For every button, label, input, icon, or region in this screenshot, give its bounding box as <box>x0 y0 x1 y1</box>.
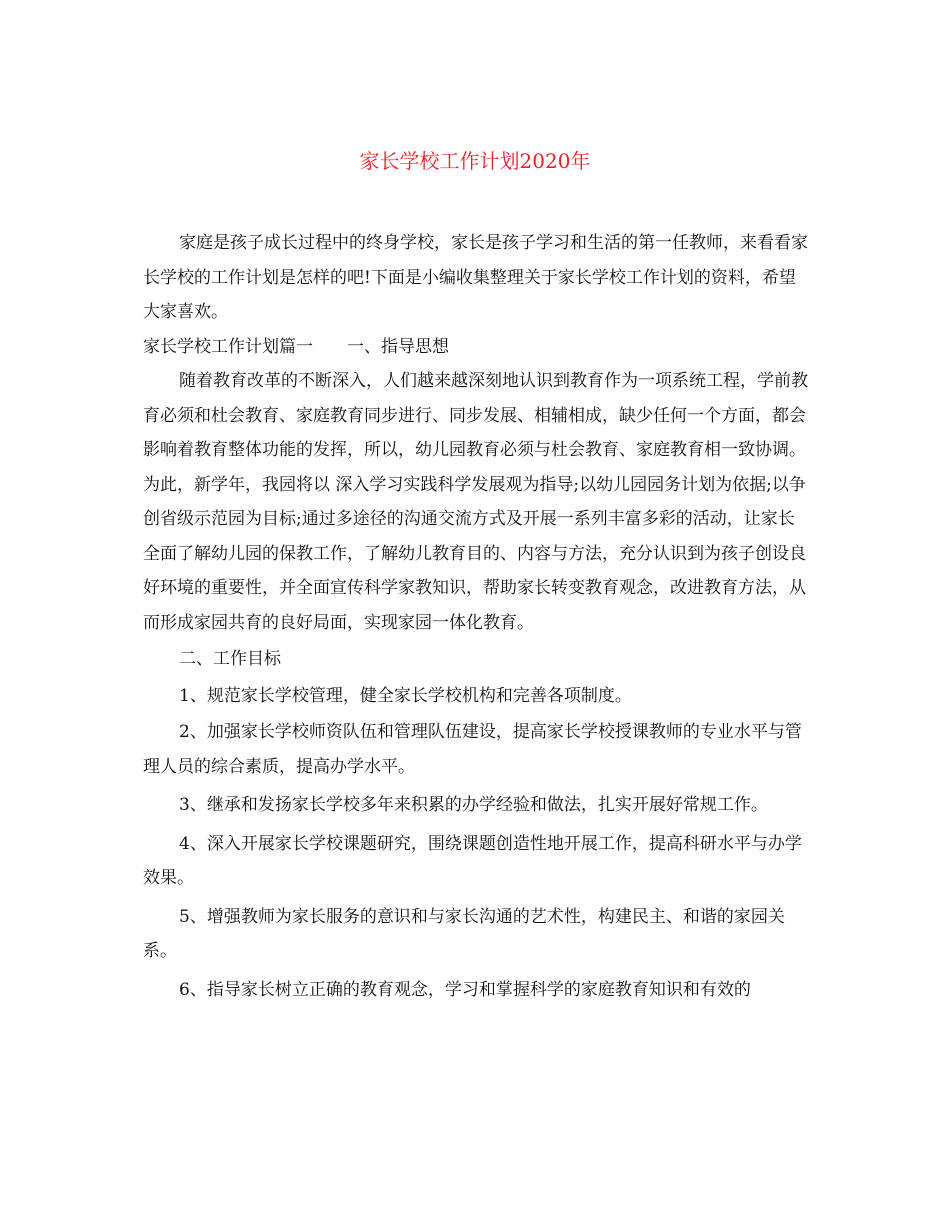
goal-item-3: 3、继承和发扬家长学校多年来积累的办学经验和做法，扎实开展好常规工作。 <box>179 795 768 815</box>
goal-item-1: 1、规范家长学校管理，健全家长学校机构和完善各项制度。 <box>179 685 632 706</box>
goal-item-6: 6、指导家长树立正确的教育观念，学习和掌握科学的家庭教育知识和有效的 <box>179 979 751 1000</box>
paragraph-intro: 家庭是孩子成长过程中的终身学校，家长是孩子学习和生活的第一任教师，来看看家长学校的工作计划是怎样的吧!下面是小编收集整理关于家长学校工作计划的资料，希望大家喜欢。 <box>143 233 808 322</box>
document-body <box>143 226 811 1007</box>
section-heading-work-goals: 二、工作目标 <box>179 649 281 669</box>
goal-item-4: 4、深入开展家长学校课题研究，围绕课题创造性地开展工作，提高科研水平与办学效果。 <box>143 833 802 888</box>
section-heading-guiding-thought: 家长学校工作计划篇一 一、指导思想 <box>143 336 449 357</box>
paragraph-guiding-thought: 随着教育改革的不断深入，人们越来越深刻地认识到教育作为一项系统工程，学前教育必须和杜会教育、家庭教育同步进行、同步发展、相辅相成，缺少任何一个方面，都会影响着教育整体功能的发挥，所以，幼儿园教育必须与杜会教育、家庭教育相一致协调。为此，新学年，我园将以 深入学习实践科学发展观为指导;以幼儿园园务计划为依据;以争创省级示范园为目标;通过多途径的沟通交流方式及开展一系列丰富多彩的活动，让家长全面了解幼儿园的保教工作，了解幼儿教育目的、内容与方法，充分认识到为孩子创设良好环境的重要性，并全面宣传科学家教知识，帮助家长转变教育观念，改进教育方法，从而形成家园共育的良好局面，实现家园一体化教育。 <box>143 371 808 633</box>
goal-item-5: 5、增强教师为家长服务的意识和与家长沟通的艺术性，构建民主、和谐的家园关系。 <box>143 906 785 961</box>
goal-item-2: 2、加强家长学校师资队伍和管理队伍建设，提高家长学校授课教师的专业水平与管理人员的综合素质，提高办学水平。 <box>143 722 802 777</box>
page-title: 家长学校工作计划2020年 <box>359 149 591 173</box>
